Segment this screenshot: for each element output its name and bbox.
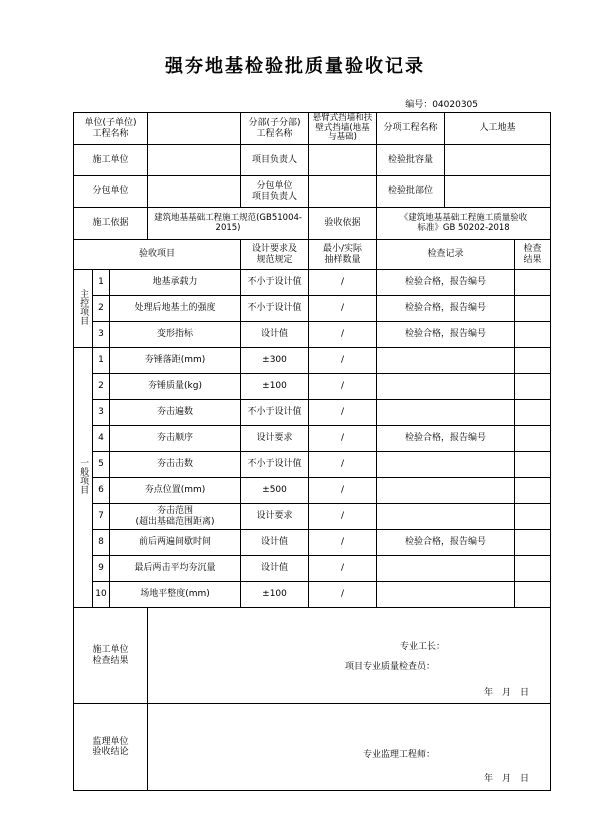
table-row [74,400,551,426]
item-sample[interactable]: / [309,400,377,426]
table-row [74,426,551,452]
item-sample[interactable]: / [309,504,377,530]
item-record[interactable] [377,556,515,582]
item-result[interactable] [515,348,551,374]
table-row [74,530,551,556]
construction-date: 年 月 日 [484,688,530,698]
item-name: 夯击击数 [110,452,241,478]
item-result[interactable] [515,504,551,530]
item-name: 夯锤落距(mm) [110,348,241,374]
item-design: 不小于设计值 [241,400,309,426]
acceptance-basis-value: 《建筑地基基础工程施工质量验收 标准》GB 50202-2018 [377,208,551,240]
table-row [74,296,551,322]
item-result[interactable] [515,478,551,504]
construction-unit-value[interactable] [148,145,241,176]
item-name: 夯击范围 (超出基础范围距离) [110,504,241,530]
batch-part-label: 检验批部位 [377,176,445,208]
item-no: 1 [93,270,110,296]
batch-part-value[interactable] [445,176,551,208]
col-design-header: 设计要求及 规范规定 [241,240,309,270]
subdivision-value[interactable]: 悬臂式挡墙和扶 壁式挡墙(地基 与基础) [309,113,377,145]
col-result-header: 检查 结果 [515,240,551,270]
table-row [74,452,551,478]
item-record[interactable]: 检验合格，报告编号 [377,426,515,452]
supervisor-date: 年 月 日 [484,774,530,784]
item-sample[interactable]: / [309,322,377,348]
item-design: ±300 [241,348,309,374]
item-design: ±100 [241,374,309,400]
item-sample[interactable]: / [309,270,377,296]
item-record[interactable] [377,452,515,478]
item-design: 设计值 [241,556,309,582]
unit-name-label: 单位(子单位) 工程名称 [74,113,148,145]
item-name: 最后两击平均夯沉量 [110,556,241,582]
item-no: 10 [93,582,110,608]
table-row [74,582,551,608]
item-no: 3 [93,400,110,426]
general-group-label: 一般项目 [74,348,93,608]
table-row [74,374,551,400]
item-design: ±500 [241,478,309,504]
col-sample-header: 最小/实际 抽样数量 [309,240,377,270]
header-row-project [74,113,551,145]
column-header-row [74,240,551,270]
subitem-value[interactable]: 人工地基 [445,113,551,145]
item-no: 4 [93,426,110,452]
batch-capacity-label: 检验批容量 [377,145,445,176]
table-row [74,478,551,504]
item-result[interactable] [515,582,551,608]
project-manager-value[interactable] [309,145,377,176]
item-record[interactable] [377,400,515,426]
construction-unit-label: 施工单位 [74,145,148,176]
header-row-construction [74,145,551,176]
item-no: 1 [93,348,110,374]
item-name: 地基承载力 [110,270,241,296]
item-record[interactable]: 检验合格，报告编号 [377,296,515,322]
item-name: 夯点位置(mm) [110,478,241,504]
item-design: 不小于设计值 [241,296,309,322]
item-result[interactable] [515,530,551,556]
item-design: 设计要求 [241,504,309,530]
item-design: 设计要求 [241,426,309,452]
document-number: 编号：04020305 [405,100,478,110]
table-row [74,322,551,348]
subitem-label: 分项工程名称 [377,113,445,145]
item-sample[interactable]: / [309,296,377,322]
item-result[interactable] [515,296,551,322]
table-row [74,270,551,296]
item-design: ±100 [241,582,309,608]
item-sample[interactable]: / [309,556,377,582]
item-name: 夯锤质量(kg) [110,374,241,400]
table-row [74,556,551,582]
item-record[interactable] [377,348,515,374]
item-name: 前后两遍间歇时间 [110,530,241,556]
item-design: 设计值 [241,530,309,556]
construction-check-label: 施工单位 检查结果 [74,608,148,704]
item-sample[interactable]: / [309,348,377,374]
item-sample[interactable]: / [309,582,377,608]
acceptance-form [73,112,551,791]
item-design: 设计值 [241,322,309,348]
item-sample[interactable]: / [309,452,377,478]
item-record[interactable] [377,582,515,608]
construction-check-area[interactable] [148,608,551,704]
item-sample[interactable]: / [309,374,377,400]
item-name: 夯击顺序 [110,426,241,452]
item-result[interactable] [515,426,551,452]
sub-pm-label: 分包单位 项目负责人 [241,176,309,208]
foreman-signature-label: 专业工长： [400,642,446,652]
supervisor-check-area[interactable] [148,704,551,791]
main-group-label: 主控项目 [74,270,93,348]
item-result[interactable] [515,400,551,426]
item-sample[interactable]: / [309,478,377,504]
col-item-header: 验收项目 [74,240,241,270]
item-no: 8 [93,530,110,556]
construction-basis-label: 施工依据 [74,208,148,240]
table-row [74,504,551,530]
item-result[interactable] [515,452,551,478]
col-record-header: 检查记录 [377,240,515,270]
construction-basis-value: 建筑地基基础工程施工规范(GB51004-2015) [148,208,309,240]
page-title: 强夯地基检验批质量验收记录 [165,56,425,77]
item-record[interactable]: 检验合格，报告编号 [377,270,515,296]
item-no: 9 [93,556,110,582]
supervisor-check-row [74,704,551,791]
supervisor-check-label: 监理单位 验收结论 [74,704,148,791]
quality-inspector-label: 项目专业质量检查员： [345,662,436,672]
item-result[interactable] [515,374,551,400]
item-no: 7 [93,504,110,530]
item-design: 不小于设计值 [241,452,309,478]
subcontractor-label: 分包单位 [74,176,148,208]
item-result[interactable] [515,322,551,348]
subdivision-label: 分部(子分部) 工程名称 [241,113,309,145]
item-no: 6 [93,478,110,504]
item-name: 变形指标 [110,322,241,348]
construction-check-row [74,608,551,704]
subcontractor-value[interactable] [148,176,241,208]
item-no: 2 [93,374,110,400]
item-name: 夯击遍数 [110,400,241,426]
project-manager-label: 项目负责人 [241,145,309,176]
sub-pm-value[interactable] [309,176,377,208]
supervisor-engineer-label: 专业监理工程师： [363,750,436,760]
header-row-subcontract [74,176,551,208]
item-no: 2 [93,296,110,322]
item-name: 处理后地基土的强度 [110,296,241,322]
item-design: 不小于设计值 [241,270,309,296]
item-result[interactable] [515,556,551,582]
table-row [74,348,551,374]
item-record[interactable]: 检验合格，报告编号 [377,322,515,348]
item-record[interactable]: 检验合格，报告编号 [377,530,515,556]
batch-capacity-value[interactable] [445,145,551,176]
item-no: 3 [93,322,110,348]
item-name: 场地平整度(mm) [110,582,241,608]
item-no: 5 [93,452,110,478]
item-sample[interactable]: / [309,530,377,556]
item-record[interactable] [377,504,515,530]
acceptance-basis-label: 验收依据 [309,208,377,240]
header-row-basis [74,208,551,240]
item-sample[interactable]: / [309,426,377,452]
item-record[interactable] [377,374,515,400]
item-result[interactable] [515,270,551,296]
item-record[interactable] [377,478,515,504]
unit-name-value[interactable] [148,113,241,145]
